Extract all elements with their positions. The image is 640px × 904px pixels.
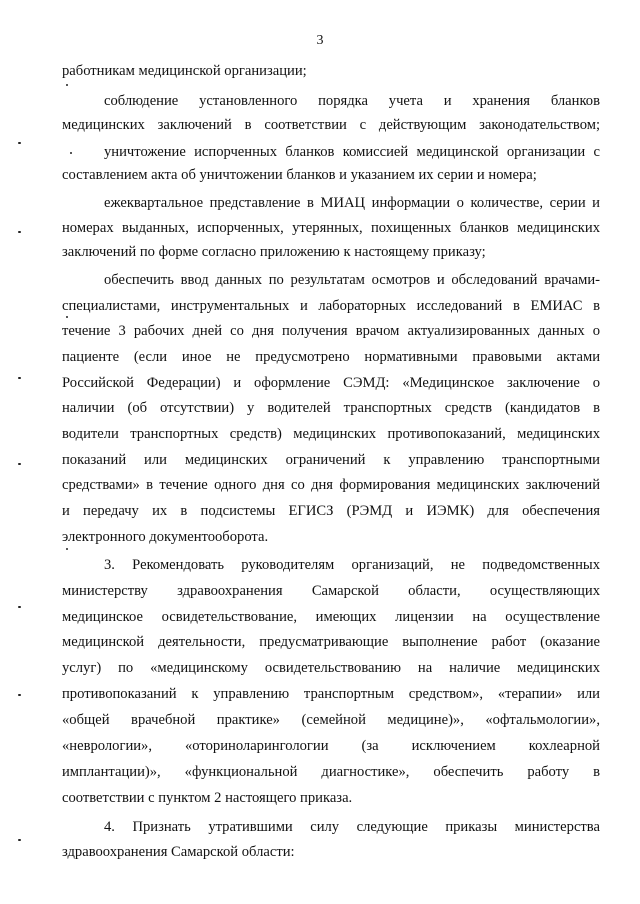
text-line: медицинской деятельности, предусматривающие выполнение работ (оказание	[62, 634, 600, 650]
scan-speck	[66, 84, 68, 86]
text-line: «неврологии», «оториноларингологии (за исключением кохлеарной	[62, 738, 600, 754]
text-line: соблюдение установленного порядка учета и хранения бланков	[104, 93, 600, 109]
text-line: 4. Признать утратившими силу следующие приказы министерства	[104, 819, 600, 835]
scan-speck	[70, 152, 72, 154]
text-line: электронного документооборота.	[62, 529, 269, 545]
text-line: наличии (об отсутствии) у водителей транспортных средств (кандидатов в	[62, 400, 600, 416]
scan-speck	[18, 694, 21, 696]
text-line: противопоказаний к управлению транспортным средством», «терапии» или	[62, 686, 600, 702]
scan-speck	[18, 606, 21, 608]
scan-speck	[66, 548, 68, 550]
page-number: 3	[316, 33, 324, 48]
text-line: имплантации)», «функциональной диагностике», обеспечить работу в	[62, 764, 600, 780]
text-line: заключений по форме согласно приложению к настоящему приказу;	[62, 244, 486, 260]
text-line: министерству здравоохранения Самарской области, осуществляющих	[62, 583, 600, 599]
text-line: течение 3 рабочих дней со дня получения врачом актуализированных данных о	[62, 323, 600, 339]
scan-speck	[18, 231, 21, 233]
text-line: здравоохранения Самарской области:	[62, 844, 295, 860]
text-line: обеспечить ввод данных по результатам осмотров и обследований врачами-	[104, 272, 600, 288]
text-line: уничтожение испорченных бланков комиссией медицинской организации с	[104, 144, 600, 160]
text-line: показаний или медицинских ограничений к управлению транспортными	[62, 452, 600, 468]
text-line: водители транспортных средств) медицинских противопоказаний, медицинских	[62, 426, 600, 442]
scan-speck	[18, 377, 21, 379]
text-line: средствами» в течение одного дня со дня формирования медицинских заключений	[62, 477, 600, 493]
text-line: и передачу их в подсистемы ЕГИСЗ (РЭМД и ИЭМК) для обеспечения	[62, 503, 600, 519]
text-line: Российской Федерации) и оформление СЭМД: «Медицинское заключение о	[62, 375, 600, 391]
text-line: медицинское освидетельствование, имеющих лицензии на осуществление	[62, 609, 600, 625]
text-line: «общей врачебной практике» (семейной медицине)», «офтальмологии»,	[62, 712, 600, 728]
text-line: услуг) по «медицинскому освидетельствованию на наличие медицинских	[62, 660, 600, 676]
text-line: соответствии с пунктом 2 настоящего приказа.	[62, 790, 353, 806]
text-line: пациенте (если иное не предусмотрено нормативными правовыми актами	[62, 349, 600, 365]
scan-speck	[18, 839, 21, 841]
text-line: медицинских заключений в соответствии с действующим законодательством;	[62, 117, 600, 133]
text-line: специалистами, инструментальных и лабораторных исследований в ЕМИАС в	[62, 298, 600, 314]
text-line: номерах выданных, испорченных, утерянных, похищенных бланков медицинских	[62, 220, 600, 236]
text-line: работникам медицинской организации;	[62, 63, 307, 79]
text-line: составлением акта об уничтожении бланков и указанием их серии и номера;	[62, 167, 537, 183]
text-line: ежеквартальное представление в МИАЦ информации о количестве, серии и	[104, 195, 600, 211]
text-line: 3. Рекомендовать руководителям организаций, не подведомственных	[104, 557, 600, 573]
scan-speck	[18, 463, 21, 465]
scan-speck	[18, 142, 21, 144]
scan-speck	[66, 316, 68, 318]
